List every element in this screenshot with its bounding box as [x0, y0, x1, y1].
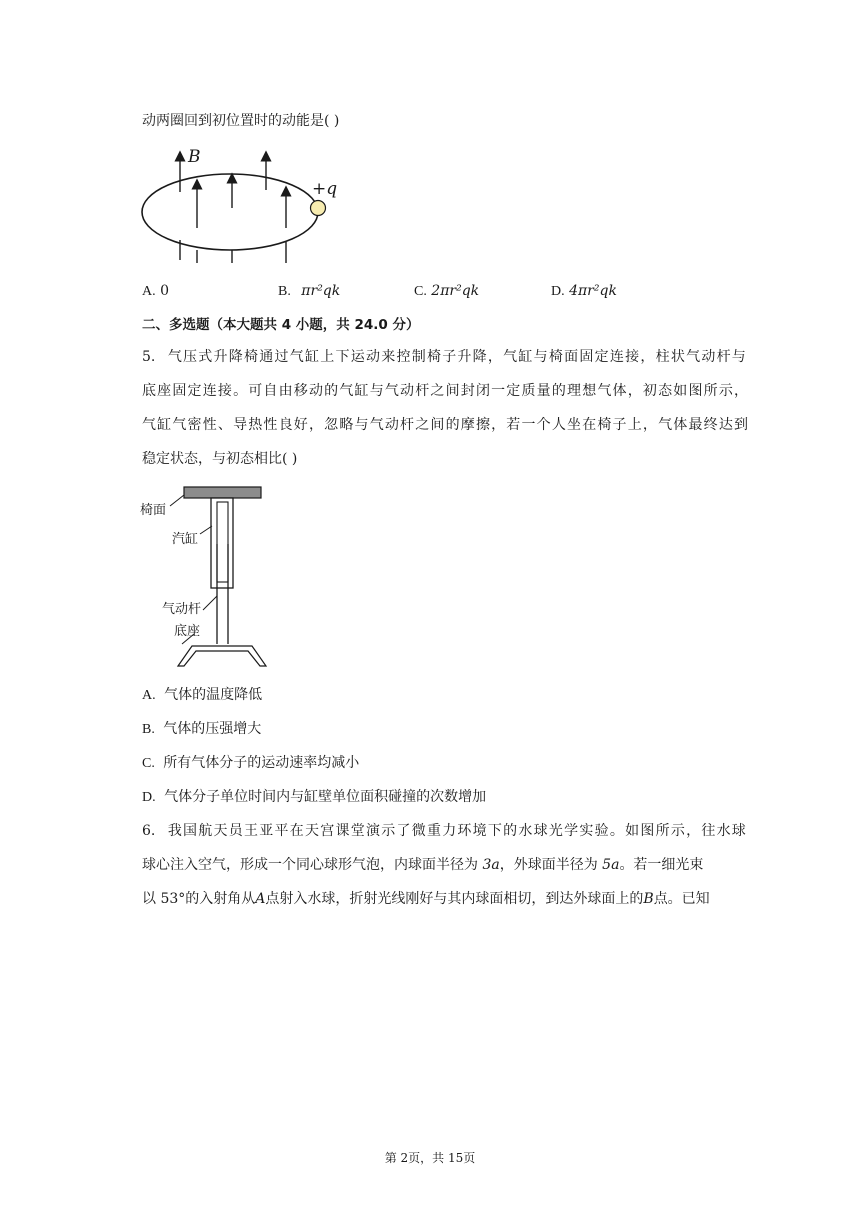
q5-option-d: D. 气体分子单位时间内与缸壁单位面积碰撞的次数增加 — [142, 789, 487, 805]
q5-option-c: C. 所有气体分子的运动速率均减小 — [142, 755, 360, 771]
q6-line-3: 以 53°的入射角从A点射入水球，折射光线刚好与其内球面相切，到达外球面上的B点。已知 — [142, 891, 710, 907]
label-cylinder: 汽缸 — [172, 532, 199, 547]
q5-number: 5. — [142, 349, 156, 365]
q6-line-2: 球心注入空气，形成一个同心球形气泡，内球面半径为 3a，外球面半径为 5a。若一细光束 — [142, 857, 704, 873]
base — [178, 646, 266, 666]
q4-figure — [140, 142, 350, 267]
leader-rod — [203, 596, 217, 610]
charge-circle — [311, 201, 326, 216]
q5-line-2: 底座固定连接。可自由移动的气缸与气动杆之间封闭一定质量的理想气体，初态如图所示， — [142, 383, 748, 399]
q5-option-a: A. 气体的温度降低 — [142, 687, 263, 703]
q5-line-4: 稳定状态，与初态相比( ) — [142, 451, 298, 467]
section-heading: 二、多选题（本大题共 4 小题，共 24.0 分） — [142, 317, 420, 333]
q5-line-1: 5. 气压式升降椅通过气缸上下运动来控制椅子升降，气缸与椅面固定连接，柱状气动杆与 — [142, 349, 746, 365]
q4-option-a: A. 0 — [142, 283, 169, 299]
q5-option-b: B. 气体的压强增大 — [142, 721, 262, 737]
label-rod: 气动杆 — [162, 602, 202, 617]
q6-number: 6. — [142, 823, 156, 839]
label-charge: +q — [312, 179, 338, 199]
orbit-ellipse — [142, 174, 318, 250]
label-seat: 椅面 — [140, 503, 167, 518]
q5-figure — [140, 484, 275, 670]
q6-line-1: 6. 我国航天员王亚平在天宫课堂演示了微重力环境下的水球光学实验。如图所示，往水球 — [142, 823, 746, 839]
leader-seat — [170, 495, 184, 506]
label-base: 底座 — [174, 624, 201, 639]
leader-cylinder — [200, 526, 212, 534]
q4-stem-tail: 动两圈回到初位置时的动能是( ) — [142, 113, 340, 129]
q4-option-d: D. 4πr²qk — [551, 283, 617, 299]
label-b: B — [188, 147, 201, 167]
q5-line-3: 气缸气密性、导热性良好，忽略与气动杆之间的摩擦，若一个人坐在椅子上，气体最终达到 — [142, 417, 748, 433]
cylinder-inner — [217, 502, 228, 582]
q4-option-c: C. 2πr²qk — [414, 283, 480, 299]
q4-option-b: B. πr²qk — [278, 283, 341, 299]
page-footer: 第 2页，共 15页 — [384, 1151, 476, 1165]
seat — [184, 487, 261, 498]
